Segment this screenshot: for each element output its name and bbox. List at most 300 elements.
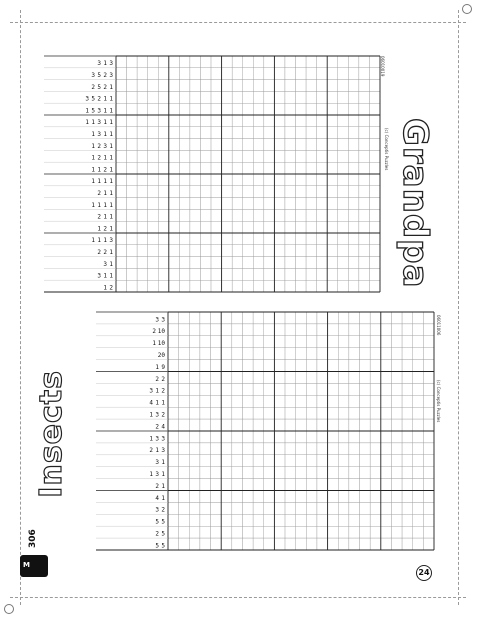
grid-cell[interactable]: [253, 186, 264, 198]
grid-cell[interactable]: [148, 162, 159, 174]
grid-cell[interactable]: [381, 336, 392, 348]
grid-cell[interactable]: [402, 372, 413, 384]
grid-cell[interactable]: [402, 431, 413, 443]
grid-cell[interactable]: [423, 514, 434, 526]
grid-cell[interactable]: [328, 336, 339, 348]
grid-cell[interactable]: [306, 348, 317, 360]
grid-cell[interactable]: [211, 383, 222, 395]
grid-cell[interactable]: [264, 336, 275, 348]
grid-cell[interactable]: [158, 162, 169, 174]
grid-cell[interactable]: [338, 383, 349, 395]
grid-cell[interactable]: [296, 348, 307, 360]
grid-cell[interactable]: [189, 526, 200, 538]
grid-cell[interactable]: [328, 502, 339, 514]
grid-cell[interactable]: [285, 280, 296, 292]
grid-cell[interactable]: [402, 514, 413, 526]
grid-cell[interactable]: [221, 491, 232, 503]
grid-cell[interactable]: [253, 312, 264, 324]
grid-cell[interactable]: [221, 348, 232, 360]
grid-cell[interactable]: [264, 103, 275, 115]
grid-cell[interactable]: [369, 127, 380, 139]
grid-cell[interactable]: [285, 479, 296, 491]
grid-cell[interactable]: [349, 455, 360, 467]
grid-cell[interactable]: [169, 186, 180, 198]
grid-cell[interactable]: [179, 174, 190, 186]
grid-cell[interactable]: [360, 514, 371, 526]
grid-cell[interactable]: [338, 68, 349, 80]
grid-cell[interactable]: [148, 103, 159, 115]
grid-cell[interactable]: [168, 514, 179, 526]
grid-cell[interactable]: [116, 268, 127, 280]
grid-cell[interactable]: [148, 68, 159, 80]
grid-cell[interactable]: [190, 268, 201, 280]
grid-cell[interactable]: [327, 68, 338, 80]
grid-cell[interactable]: [221, 514, 232, 526]
grid-cell[interactable]: [253, 443, 264, 455]
grid-cell[interactable]: [200, 221, 211, 233]
grid-cell[interactable]: [211, 162, 222, 174]
grid-cell[interactable]: [306, 312, 317, 324]
grid-cell[interactable]: [348, 150, 359, 162]
grid-cell[interactable]: [232, 538, 243, 550]
grid-cell[interactable]: [232, 502, 243, 514]
grid-cell[interactable]: [413, 324, 424, 336]
grid-cell[interactable]: [242, 348, 253, 360]
grid-cell[interactable]: [264, 514, 275, 526]
grid-cell[interactable]: [359, 139, 370, 151]
grid-cell[interactable]: [349, 407, 360, 419]
grid-cell[interactable]: [222, 245, 233, 257]
grid-cell[interactable]: [274, 514, 285, 526]
grid-cell[interactable]: [348, 209, 359, 221]
grid-cell[interactable]: [381, 360, 392, 372]
grid-cell[interactable]: [423, 407, 434, 419]
grid-cell[interactable]: [190, 80, 201, 92]
grid-cell[interactable]: [296, 150, 307, 162]
grid-cell[interactable]: [391, 431, 402, 443]
grid-cell[interactable]: [169, 80, 180, 92]
grid-cell[interactable]: [402, 395, 413, 407]
grid-cell[interactable]: [232, 233, 243, 245]
grid-cell[interactable]: [253, 150, 264, 162]
grid-cell[interactable]: [179, 383, 190, 395]
grid-cell[interactable]: [137, 186, 148, 198]
grid-cell[interactable]: [296, 268, 307, 280]
grid-cell[interactable]: [148, 91, 159, 103]
grid-cell[interactable]: [264, 538, 275, 550]
grid-cell[interactable]: [285, 56, 296, 68]
grid-cell[interactable]: [327, 257, 338, 269]
grid-cell[interactable]: [327, 56, 338, 68]
grid-cell[interactable]: [328, 360, 339, 372]
grid-cell[interactable]: [243, 198, 254, 210]
grid-cell[interactable]: [306, 431, 317, 443]
grid-cell[interactable]: [232, 431, 243, 443]
grid-cell[interactable]: [296, 455, 307, 467]
grid-cell[interactable]: [168, 467, 179, 479]
grid-cell[interactable]: [242, 443, 253, 455]
grid-cell[interactable]: [274, 336, 285, 348]
grid-cell[interactable]: [285, 91, 296, 103]
grid-cell[interactable]: [264, 233, 275, 245]
grid-cell[interactable]: [158, 56, 169, 68]
grid-cell[interactable]: [264, 56, 275, 68]
grid-cell[interactable]: [232, 139, 243, 151]
grid-cell[interactable]: [306, 56, 317, 68]
grid-cell[interactable]: [349, 372, 360, 384]
grid-cell[interactable]: [189, 491, 200, 503]
grid-cell[interactable]: [264, 162, 275, 174]
grid-cell[interactable]: [264, 174, 275, 186]
grid-cell[interactable]: [391, 443, 402, 455]
grid-cell[interactable]: [169, 139, 180, 151]
grid-cell[interactable]: [253, 336, 264, 348]
grid-cell[interactable]: [338, 336, 349, 348]
grid-cell[interactable]: [296, 221, 307, 233]
grid-cell[interactable]: [222, 103, 233, 115]
grid-cell[interactable]: [253, 127, 264, 139]
grid-cell[interactable]: [348, 245, 359, 257]
grid-cell[interactable]: [148, 280, 159, 292]
grid-cell[interactable]: [232, 221, 243, 233]
grid-cell[interactable]: [179, 209, 190, 221]
grid-cell[interactable]: [348, 280, 359, 292]
grid-cell[interactable]: [327, 174, 338, 186]
grid-cell[interactable]: [189, 383, 200, 395]
grid-cell[interactable]: [243, 139, 254, 151]
grid-cell[interactable]: [328, 312, 339, 324]
grid-cell[interactable]: [148, 56, 159, 68]
grid-cell[interactable]: [211, 443, 222, 455]
grid-cell[interactable]: [200, 383, 211, 395]
grid-cell[interactable]: [296, 419, 307, 431]
grid-cell[interactable]: [349, 467, 360, 479]
grid-cell[interactable]: [296, 186, 307, 198]
grid-cell[interactable]: [306, 209, 317, 221]
grid-cell[interactable]: [274, 348, 285, 360]
grid-cell[interactable]: [413, 372, 424, 384]
grid-cell[interactable]: [306, 383, 317, 395]
grid-cell[interactable]: [211, 221, 222, 233]
grid-cell[interactable]: [391, 383, 402, 395]
grid-cell[interactable]: [168, 455, 179, 467]
grid-cell[interactable]: [285, 233, 296, 245]
grid-cell[interactable]: [391, 324, 402, 336]
grid-cell[interactable]: [190, 115, 201, 127]
grid-cell[interactable]: [137, 162, 148, 174]
grid-cell[interactable]: [243, 68, 254, 80]
grid-cell[interactable]: [222, 162, 233, 174]
grid-cell[interactable]: [200, 91, 211, 103]
grid-cell[interactable]: [348, 233, 359, 245]
grid-cell[interactable]: [327, 127, 338, 139]
grid-cell[interactable]: [369, 80, 380, 92]
grid-cell[interactable]: [264, 324, 275, 336]
grid-cell[interactable]: [148, 139, 159, 151]
grid-cell[interactable]: [211, 103, 222, 115]
grid-cell[interactable]: [402, 324, 413, 336]
grid-cell[interactable]: [296, 103, 307, 115]
grid-cell[interactable]: [127, 139, 138, 151]
grid-cell[interactable]: [285, 186, 296, 198]
grid-cell[interactable]: [168, 526, 179, 538]
grid-cell[interactable]: [338, 479, 349, 491]
grid-cell[interactable]: [190, 139, 201, 151]
grid-cell[interactable]: [306, 80, 317, 92]
grid-cell[interactable]: [338, 139, 349, 151]
grid-cell[interactable]: [328, 467, 339, 479]
grid-cell[interactable]: [179, 150, 190, 162]
grid-cell[interactable]: [285, 257, 296, 269]
grid-cell[interactable]: [127, 162, 138, 174]
grid-cell[interactable]: [200, 68, 211, 80]
grid-cell[interactable]: [413, 383, 424, 395]
grid-cell[interactable]: [137, 139, 148, 151]
grid-cell[interactable]: [169, 68, 180, 80]
grid-cell[interactable]: [328, 324, 339, 336]
grid-cell[interactable]: [285, 127, 296, 139]
grid-cell[interactable]: [391, 479, 402, 491]
grid-cell[interactable]: [200, 280, 211, 292]
grid-cell[interactable]: [348, 221, 359, 233]
grid-cell[interactable]: [402, 383, 413, 395]
grid-cell[interactable]: [190, 162, 201, 174]
grid-cell[interactable]: [423, 431, 434, 443]
grid-cell[interactable]: [190, 186, 201, 198]
grid-cell[interactable]: [274, 502, 285, 514]
grid-cell[interactable]: [348, 268, 359, 280]
grid-cell[interactable]: [360, 526, 371, 538]
grid-cell[interactable]: [306, 115, 317, 127]
grid-cell[interactable]: [200, 407, 211, 419]
grid-cell[interactable]: [360, 324, 371, 336]
grid-cell[interactable]: [391, 407, 402, 419]
grid-cell[interactable]: [402, 312, 413, 324]
grid-cell[interactable]: [381, 419, 392, 431]
grid-cell[interactable]: [243, 245, 254, 257]
grid-cell[interactable]: [158, 68, 169, 80]
grid-cell[interactable]: [264, 443, 275, 455]
grid-cell[interactable]: [348, 56, 359, 68]
grid-cell[interactable]: [221, 502, 232, 514]
grid-cell[interactable]: [285, 312, 296, 324]
grid-cell[interactable]: [338, 455, 349, 467]
grid-cell[interactable]: [158, 150, 169, 162]
grid-cell[interactable]: [253, 324, 264, 336]
grid-cell[interactable]: [232, 526, 243, 538]
grid-cell[interactable]: [338, 280, 349, 292]
grid-cell[interactable]: [253, 80, 264, 92]
grid-cell[interactable]: [423, 526, 434, 538]
grid-cell[interactable]: [413, 312, 424, 324]
grid-cell[interactable]: [232, 56, 243, 68]
grid-cell[interactable]: [338, 395, 349, 407]
grid-cell[interactable]: [348, 103, 359, 115]
grid-cell[interactable]: [168, 360, 179, 372]
grid-cell[interactable]: [317, 268, 328, 280]
grid-cell[interactable]: [189, 514, 200, 526]
grid-cell[interactable]: [253, 68, 264, 80]
grid-cell[interactable]: [296, 443, 307, 455]
grid-cell[interactable]: [127, 245, 138, 257]
grid-cell[interactable]: [242, 336, 253, 348]
grid-cell[interactable]: [179, 257, 190, 269]
grid-cell[interactable]: [349, 479, 360, 491]
grid-cell[interactable]: [285, 502, 296, 514]
grid-cell[interactable]: [306, 419, 317, 431]
grid-cell[interactable]: [381, 526, 392, 538]
grid-cell[interactable]: [232, 467, 243, 479]
grid-cell[interactable]: [179, 312, 190, 324]
grid-cell[interactable]: [189, 467, 200, 479]
grid-cell[interactable]: [296, 372, 307, 384]
grid-cell[interactable]: [349, 324, 360, 336]
grid-cell[interactable]: [360, 443, 371, 455]
grid-cell[interactable]: [127, 209, 138, 221]
grid-cell[interactable]: [242, 431, 253, 443]
grid-cell[interactable]: [274, 491, 285, 503]
grid-cell[interactable]: [348, 139, 359, 151]
grid-cell[interactable]: [306, 538, 317, 550]
grid-cell[interactable]: [381, 383, 392, 395]
grid-cell[interactable]: [243, 174, 254, 186]
grid-cell[interactable]: [148, 198, 159, 210]
grid-cell[interactable]: [189, 538, 200, 550]
grid-cell[interactable]: [190, 91, 201, 103]
grid-cell[interactable]: [317, 115, 328, 127]
grid-cell[interactable]: [179, 336, 190, 348]
grid-cell[interactable]: [359, 280, 370, 292]
grid-cell[interactable]: [243, 56, 254, 68]
grid-cell[interactable]: [402, 348, 413, 360]
grid-cell[interactable]: [169, 91, 180, 103]
grid-cell[interactable]: [264, 209, 275, 221]
grid-cell[interactable]: [317, 443, 328, 455]
grid-cell[interactable]: [369, 139, 380, 151]
grid-cell[interactable]: [200, 312, 211, 324]
grid-cell[interactable]: [179, 502, 190, 514]
grid-cell[interactable]: [285, 139, 296, 151]
grid-cell[interactable]: [148, 174, 159, 186]
grid-cell[interactable]: [211, 360, 222, 372]
grid-cell[interactable]: [211, 526, 222, 538]
grid-cell[interactable]: [190, 280, 201, 292]
grid-cell[interactable]: [137, 174, 148, 186]
grid-cell[interactable]: [221, 479, 232, 491]
grid-cell[interactable]: [264, 245, 275, 257]
grid-cell[interactable]: [190, 209, 201, 221]
grid-cell[interactable]: [137, 280, 148, 292]
grid-cell[interactable]: [179, 443, 190, 455]
grid-cell[interactable]: [264, 479, 275, 491]
grid-cell[interactable]: [381, 538, 392, 550]
grid-cell[interactable]: [127, 103, 138, 115]
grid-cell[interactable]: [168, 479, 179, 491]
grid-cell[interactable]: [179, 348, 190, 360]
grid-cell[interactable]: [116, 103, 127, 115]
grid-cell[interactable]: [349, 526, 360, 538]
grid-cell[interactable]: [360, 372, 371, 384]
grid-cell[interactable]: [200, 514, 211, 526]
grid-cell[interactable]: [285, 514, 296, 526]
grid-cell[interactable]: [137, 56, 148, 68]
grid-cell[interactable]: [232, 479, 243, 491]
grid-cell[interactable]: [158, 186, 169, 198]
grid-cell[interactable]: [127, 150, 138, 162]
grid-cell[interactable]: [402, 479, 413, 491]
grid-cell[interactable]: [242, 324, 253, 336]
grid-cell[interactable]: [402, 502, 413, 514]
grid-cell[interactable]: [338, 360, 349, 372]
grid-cell[interactable]: [274, 467, 285, 479]
grid-cell[interactable]: [328, 383, 339, 395]
grid-cell[interactable]: [327, 150, 338, 162]
grid-cell[interactable]: [222, 257, 233, 269]
grid-cell[interactable]: [285, 324, 296, 336]
grid-cell[interactable]: [169, 103, 180, 115]
grid-cell[interactable]: [169, 127, 180, 139]
grid-cell[interactable]: [317, 538, 328, 550]
grid-cell[interactable]: [306, 479, 317, 491]
grid-cell[interactable]: [169, 162, 180, 174]
grid-cell[interactable]: [137, 91, 148, 103]
grid-cell[interactable]: [285, 455, 296, 467]
grid-cell[interactable]: [370, 419, 381, 431]
grid-cell[interactable]: [338, 245, 349, 257]
grid-cell[interactable]: [413, 526, 424, 538]
grid-cell[interactable]: [168, 431, 179, 443]
grid-cell[interactable]: [211, 431, 222, 443]
grid-cell[interactable]: [402, 526, 413, 538]
grid-cell[interactable]: [211, 419, 222, 431]
grid-cell[interactable]: [242, 360, 253, 372]
grid-cell[interactable]: [221, 324, 232, 336]
grid-cell[interactable]: [253, 502, 264, 514]
grid-cell[interactable]: [232, 257, 243, 269]
grid-cell[interactable]: [211, 479, 222, 491]
grid-cell[interactable]: [253, 407, 264, 419]
grid-cell[interactable]: [360, 491, 371, 503]
grid-cell[interactable]: [349, 336, 360, 348]
grid-cell[interactable]: [402, 360, 413, 372]
grid-cell[interactable]: [317, 514, 328, 526]
grid-cell[interactable]: [222, 139, 233, 151]
grid-cell[interactable]: [127, 127, 138, 139]
grid-cell[interactable]: [370, 383, 381, 395]
grid-cell[interactable]: [359, 91, 370, 103]
grid-cell[interactable]: [285, 419, 296, 431]
grid-cell[interactable]: [306, 103, 317, 115]
grid-cell[interactable]: [243, 115, 254, 127]
grid-cell[interactable]: [296, 162, 307, 174]
grid-cell[interactable]: [232, 209, 243, 221]
grid-cell[interactable]: [232, 324, 243, 336]
grid-cell[interactable]: [413, 360, 424, 372]
grid-cell[interactable]: [423, 467, 434, 479]
grid-cell[interactable]: [349, 514, 360, 526]
grid-cell[interactable]: [168, 419, 179, 431]
grid-cell[interactable]: [200, 268, 211, 280]
grid-cell[interactable]: [200, 174, 211, 186]
grid-cell[interactable]: [168, 372, 179, 384]
grid-cell[interactable]: [274, 455, 285, 467]
grid-cell[interactable]: [189, 395, 200, 407]
grid-cell[interactable]: [116, 233, 127, 245]
grid-cell[interactable]: [179, 372, 190, 384]
grid-cell[interactable]: [285, 407, 296, 419]
grid-cell[interactable]: [274, 360, 285, 372]
grid-cell[interactable]: [179, 360, 190, 372]
